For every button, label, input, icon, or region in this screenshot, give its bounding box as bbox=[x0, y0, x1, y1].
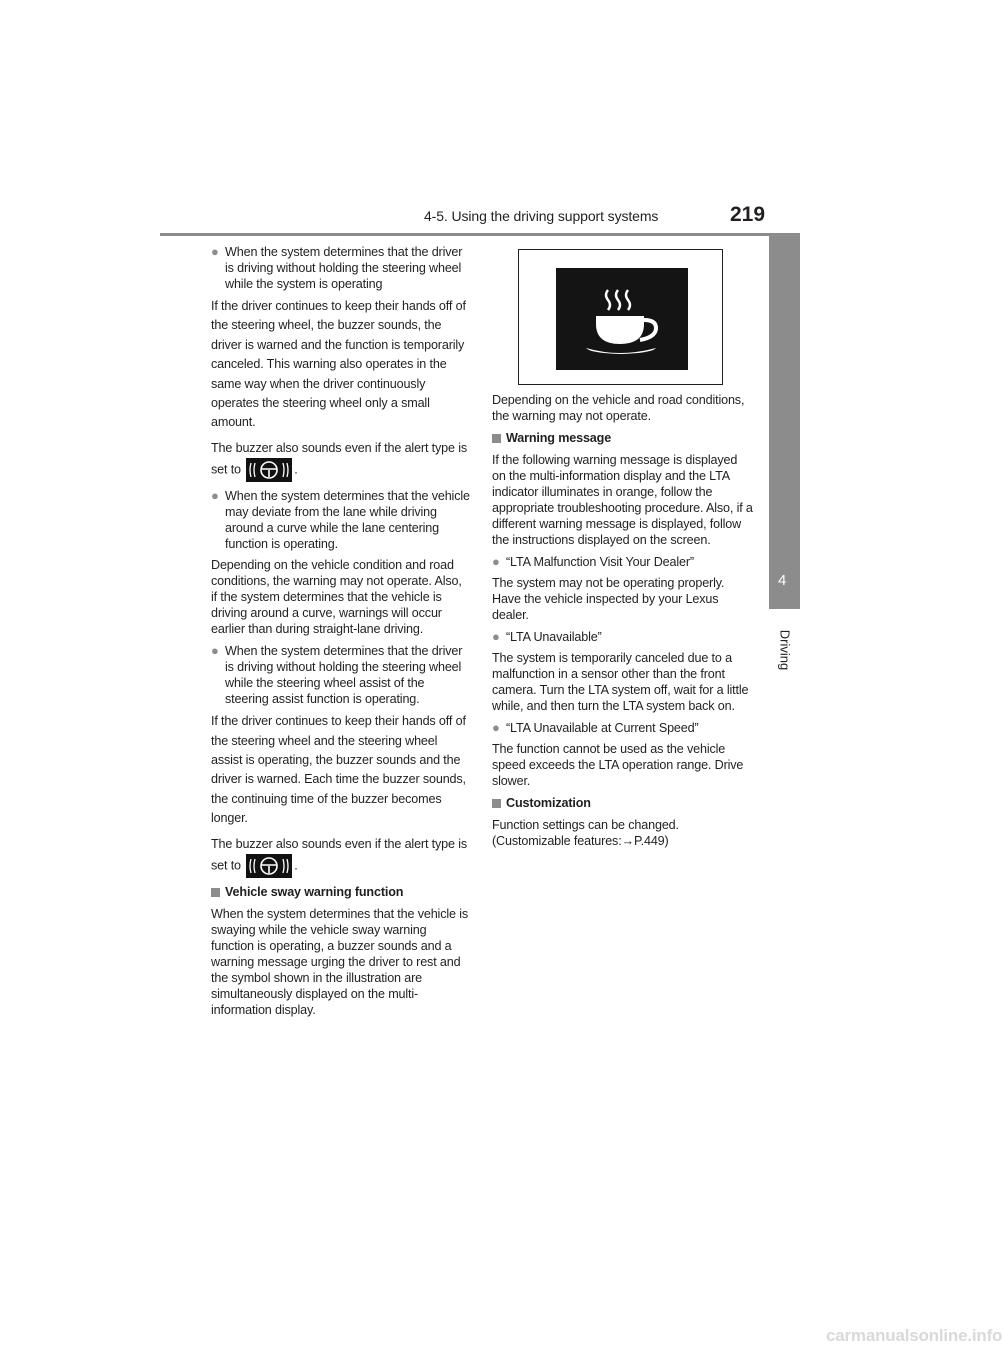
section-title: 4-5. Using the driving support systems bbox=[424, 208, 659, 224]
paragraph-text: The buzzer also sounds even if the alert type is set to bbox=[211, 440, 468, 477]
bullet-icon: ● bbox=[492, 629, 500, 644]
square-bullet-icon bbox=[211, 888, 220, 897]
steering-wheel-vibration-icon bbox=[246, 854, 292, 878]
chapter-label: Driving bbox=[777, 629, 793, 671]
bullet-item bbox=[492, 554, 754, 570]
header-divider bbox=[160, 233, 800, 236]
heading-text: Warning message bbox=[506, 431, 612, 445]
bullet-icon: ● bbox=[211, 488, 219, 504]
paragraph: The system is temporarily canceled due to a malfunction in a sensor other than the front camera. Turn the LTA system off, wait for a little while, and then turn the LTA system back on. bbox=[492, 651, 749, 713]
section-heading bbox=[492, 795, 754, 811]
paragraph bbox=[211, 439, 471, 482]
paragraph-text: . bbox=[294, 858, 298, 873]
paragraph: Function settings can be changed. (Customizable features:→P.449) bbox=[492, 818, 679, 848]
paragraph: If the driver continues to keep their hands off of the steering wheel, the buzzer sounds, the driver is warned and the function is temporarily canceled. This warning also operates in the same way when the driver continuously operates the steering wheel only a small amount. bbox=[211, 299, 466, 430]
bullet-item bbox=[211, 244, 471, 292]
chapter-number: 4 bbox=[778, 572, 787, 589]
heading-text: Customization bbox=[506, 796, 591, 810]
paragraph-text: The buzzer also sounds even if the alert type is set to bbox=[211, 836, 468, 873]
bullet-icon: ● bbox=[492, 554, 500, 569]
bullet-text: When the system determines that the driver is driving without holding the steering wheel while the system is operating bbox=[225, 245, 463, 291]
bullet-icon: ● bbox=[492, 720, 500, 735]
section-heading bbox=[492, 430, 754, 446]
rest-warning-illustration bbox=[518, 249, 723, 385]
bullet-item bbox=[211, 643, 471, 707]
paragraph: Depending on the vehicle condition and road conditions, the warning may not operate. Also, if the system determines that the vehicle is driving around a curve, warnings will occur earlier than during straight-lane driving. bbox=[211, 558, 462, 637]
watermark: carmanualsonline.info bbox=[826, 1326, 1002, 1345]
chapter-tab bbox=[769, 233, 800, 609]
bullet-text: When the system determines that the driver is driving without holding the steering wheel while the steering wheel assist of the steering assist function is operating. bbox=[225, 644, 463, 707]
paragraph bbox=[211, 835, 471, 878]
paragraph: Depending on the vehicle and road conditions, the warning may not operate. bbox=[492, 393, 745, 423]
heading-text: Vehicle sway warning function bbox=[225, 885, 404, 900]
bullet-icon: ● bbox=[211, 244, 219, 259]
section-heading bbox=[211, 884, 471, 900]
chapter-label-wrap bbox=[770, 620, 800, 680]
coffee-cup-icon bbox=[556, 268, 688, 370]
bullet-item bbox=[492, 629, 754, 645]
paragraph-text: . bbox=[294, 462, 298, 477]
bullet-icon: ● bbox=[211, 643, 219, 659]
left-column bbox=[211, 244, 471, 1024]
paragraph: When the system determines that the vehicle is swaying while the vehicle sway warning function is operating, a buzzer sounds and a warning message urging the driver to rest and the symbol shown in the illustration are simultaneously displayed on the multi-information display. bbox=[211, 907, 468, 1018]
bullet-text: When the system determines that the vehicle may deviate from the lane while driving around a curve while the lane centering function is operating. bbox=[225, 489, 470, 552]
bullet-text: “LTA Unavailable” bbox=[506, 630, 602, 644]
square-bullet-icon bbox=[492, 799, 501, 808]
paragraph: If the driver continues to keep their hands off of the steering wheel and the steering wheel assist is operating, the buzzer sounds and the driver is warned. Each time the buzzer sounds, the continuing time of the buzzer becomes longer. bbox=[211, 714, 466, 826]
bullet-item bbox=[211, 488, 471, 552]
bullet-item bbox=[492, 720, 754, 736]
display-screen bbox=[556, 268, 688, 370]
bullet-text: “LTA Malfunction Visit Your Dealer” bbox=[506, 555, 694, 569]
right-column bbox=[492, 392, 754, 855]
page-number: 219 bbox=[730, 203, 766, 226]
paragraph: The function cannot be used as the vehicle speed exceeds the LTA operation range. Drive slower. bbox=[492, 742, 744, 788]
steering-wheel-vibration-icon bbox=[246, 458, 292, 482]
bullet-text: “LTA Unavailable at Current Speed” bbox=[506, 721, 699, 735]
paragraph: If the following warning message is displayed on the multi-information display and the LTA indicator illuminates in orange, follow the appropriate troubleshooting procedure. Also, if a different warning message is displayed, follow the instructions displayed on the screen. bbox=[492, 453, 753, 547]
paragraph: The system may not be operating properly. Have the vehicle inspected by your Lexus dealer. bbox=[492, 576, 725, 622]
square-bullet-icon bbox=[492, 434, 501, 443]
